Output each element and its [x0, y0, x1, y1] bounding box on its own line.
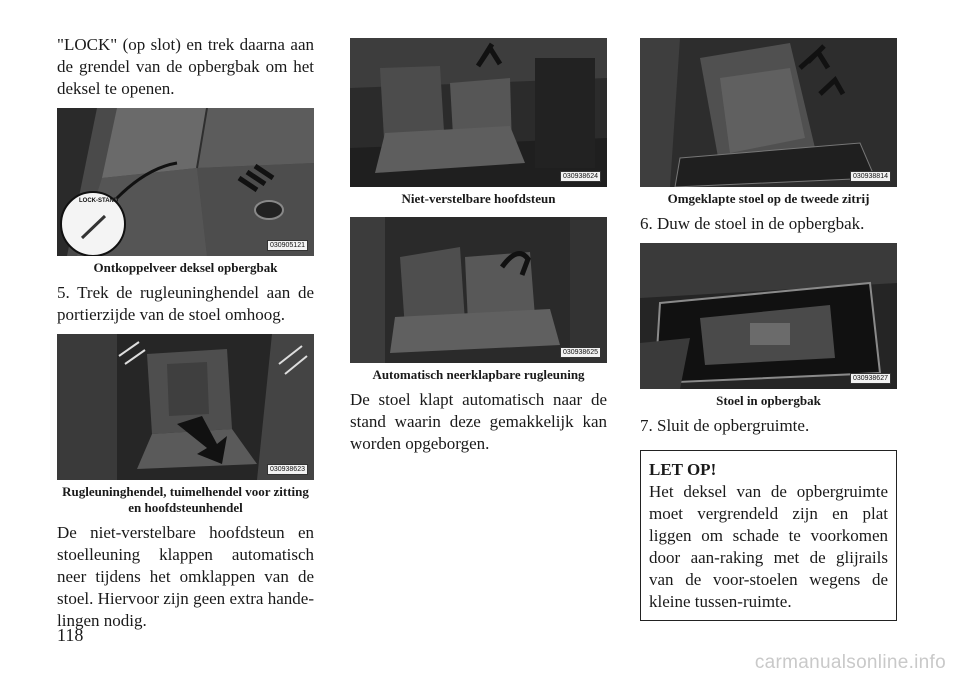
seat-lever-illustration [57, 334, 314, 480]
photo-seat-in-bin [640, 243, 897, 389]
figure-caption: Stoel in opbergbak [716, 393, 821, 408]
figure-code: 030905121 [267, 240, 308, 251]
inset-lock-label: LOCK-STAND [79, 198, 119, 204]
photo-storage-bin-lid [57, 108, 314, 256]
figure-code: 030938623 [267, 464, 308, 475]
page-number: 118 [57, 625, 84, 645]
seat-in-bin-illustration [640, 243, 897, 389]
step-7-text: 7. Sluit de opbergruimte. [640, 416, 810, 435]
column-middle [350, 34, 607, 455]
photo-auto-fold-backrest [350, 217, 607, 363]
figure-caption: Automatisch neerklapbare rugleuning [372, 367, 585, 382]
figure-caption: Ontkoppelveer deksel opbergbak [93, 260, 278, 275]
paragraph-auto-storage: De stoel klapt automatisch naar de stand waarin deze gemakkelijk kan worden opgeborgen. [350, 390, 607, 453]
figure-code: 030938814 [850, 171, 891, 182]
photo-seat-levers [57, 334, 314, 480]
folded-seat-illustration [640, 38, 897, 187]
photo-folded-seat [640, 38, 897, 187]
figure-code: 030938625 [560, 347, 601, 358]
paragraph-auto-fold: De niet-verstelbare hoofdsteun en stoelleuning klappen automatisch neer tijdens het omklappen van de stoel. Hiervoor zijn geen extra hande-lingen nodig. [57, 523, 314, 630]
step-6-text: 6. Duw de stoel in de opbergbak. [640, 214, 865, 233]
figure-caption: Rugleuninghendel, tuimelhendel voor zitting en hoofdsteunhendel [62, 484, 309, 515]
photo-fixed-headrest [350, 38, 607, 187]
figure-code: 030938624 [560, 171, 601, 182]
column-right [640, 34, 897, 621]
intro-text: "LOCK" (op slot) en trek daarna aan de grendel van de opbergbak om het deksel te openen. [57, 35, 314, 98]
storage-bin-illustration [57, 108, 314, 256]
caution-text: Het deksel van de opbergruimte moet vergrendeld zijn en plat liggen om schade te voorkomen door aan-raking met de glijrails van de voor-stoelen wegens de kleine tussen-ruimte. [649, 482, 888, 611]
column-left [57, 34, 314, 632]
figure-caption: Omgeklapte stoel op de tweede zitrij [667, 191, 870, 206]
headrest-illustration [350, 38, 607, 187]
figure-caption: Niet-verstelbare hoofdsteun [401, 191, 556, 206]
step-5-text: 5. Trek de rugleuninghendel aan de portierzijde van de stoel omhoog. [57, 283, 314, 324]
caution-box [640, 450, 897, 621]
caution-title: LET OP! [649, 460, 717, 479]
figure-code: 030938627 [850, 373, 891, 384]
watermark: carmanualsonline.info [754, 652, 946, 673]
backrest-illustration [350, 217, 607, 363]
